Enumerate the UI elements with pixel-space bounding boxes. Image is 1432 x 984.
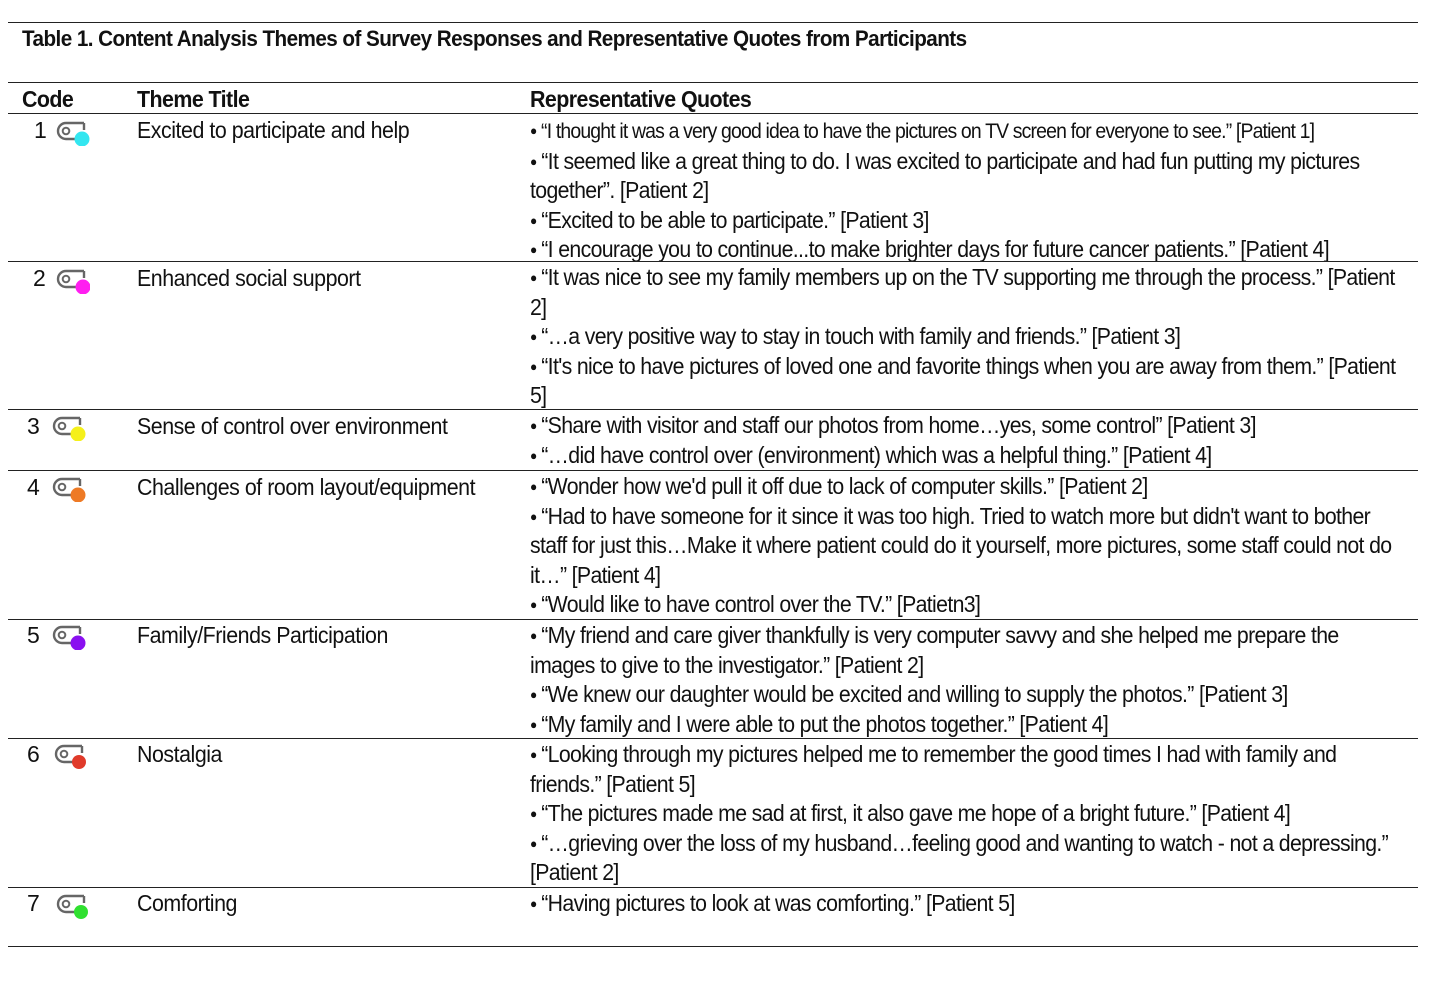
row-code: 3 xyxy=(27,413,40,439)
quote-item: ● “…did have control over (environment) which was a helpful thing.” [Patient 4] xyxy=(530,441,1212,468)
quote-item: ● “My friend and care giver thankfully is very computer savvy and she helped me prepare the images to give to the investigator.” [Patient 2] xyxy=(530,622,1339,678)
quote-item: ● “My family and I were able to put the photos together.” [Patient 4] xyxy=(530,710,1109,737)
header-top-rule xyxy=(8,82,1418,83)
quote-item: ● “I encourage you to continue...to make brighter days for future cancer patients.” [Patient 4] xyxy=(530,236,1329,262)
table-caption: Table 1. Content Analysis Themes of Survey Responses and Representative Quotes from Participants xyxy=(22,26,967,51)
quote-item: ● “I thought it was a very good idea to have the pictures on TV screen for everyone to see.” [Patient 1] xyxy=(530,120,1315,143)
row-quotes xyxy=(530,263,1400,411)
row-quotes xyxy=(530,472,1400,620)
row-quotes xyxy=(530,740,1400,888)
table-bottom-rule xyxy=(8,946,1418,947)
row-divider xyxy=(8,738,1418,739)
row-theme-title: Enhanced social support xyxy=(137,265,361,291)
quote-item: ● “Share with visitor and staff our photos from home…yes, some control” [Patient 3] xyxy=(530,412,1256,438)
quote-item: ● “We knew our daughter would be excited and willing to supply the photos.” [Patient 3] xyxy=(530,681,1288,707)
toggle-switch-green-icon xyxy=(54,893,90,919)
quote-item: ● “Having pictures to look at was comforting.” [Patient 5] xyxy=(530,890,1015,916)
quote-item: ● “Would like to have control over the TV.” [Patietn3] xyxy=(530,591,981,617)
quote-item: ● “Looking through my pictures helped me to remember the good times I had with family and friends.” [Patient 5] xyxy=(530,741,1337,797)
row-theme-title: Challenges of room layout/equipment xyxy=(137,474,476,500)
quote-item: ● “Had to have someone for it since it was too high. Tried to watch more but didn't want to bother staff for just this…Make it where patient could do it yourself, more pictures, some staff could not do it…” [Patient 4] xyxy=(530,502,1392,588)
header-code: Code xyxy=(22,86,74,112)
row-quotes xyxy=(530,621,1400,739)
header-bottom-rule xyxy=(8,113,1418,114)
quote-item: ● “Excited to be able to participate.” [Patient 3] xyxy=(530,206,929,233)
row-code: 5 xyxy=(27,622,40,648)
quote-item: ● “Wonder how we'd pull it off due to lack of computer skills.” [Patient 2] xyxy=(530,473,1148,499)
row-quotes xyxy=(530,411,1400,470)
row-theme-title: Nostalgia xyxy=(137,741,222,767)
quote-item: ● “It seemed like a great thing to do. I was excited to participate and had fun putting my pictures together”. [Patient 2] xyxy=(530,147,1360,203)
row-quotes xyxy=(530,889,1400,919)
row-theme-title: Excited to participate and help xyxy=(137,117,410,143)
quote-item: ● “…a very positive way to stay in touch with family and friends.” [Patient 3] xyxy=(530,323,1181,349)
header-representative-quotes: Representative Quotes xyxy=(530,86,752,112)
row-theme-title: Family/Friends Participation xyxy=(137,622,388,648)
toggle-switch-cyan-icon xyxy=(54,120,90,146)
quote-item: ● “…grieving over the loss of my husband…feeling good and wanting to watch - not a depressing.” [Patient 2] xyxy=(530,829,1389,885)
row-divider xyxy=(8,261,1418,262)
row-divider xyxy=(8,887,1418,888)
toggle-switch-orange-icon xyxy=(50,476,86,502)
row-code: 7 xyxy=(27,890,40,916)
row-theme-title: Comforting xyxy=(137,890,237,916)
quote-item: ● “The pictures made me sad at first, it also gave me hope of a bright future.” [Patient 4] xyxy=(530,800,1291,826)
row-code: 2 xyxy=(33,265,46,291)
row-quotes xyxy=(530,116,1400,265)
table-top-rule xyxy=(8,22,1418,23)
quote-item: ● “It was nice to see my family members up on the TV supporting me through the process.” [Patient 2] xyxy=(530,264,1395,320)
toggle-switch-red-icon xyxy=(52,743,88,769)
row-divider xyxy=(8,409,1418,410)
row-theme-title: Sense of control over environment xyxy=(137,413,448,439)
quote-item: ● “It's nice to have pictures of loved one and favorite things when you are away from them.” [Patient 5] xyxy=(530,352,1396,408)
header-theme-title: Theme Title xyxy=(137,86,250,112)
row-divider xyxy=(8,470,1418,471)
row-code: 4 xyxy=(27,474,40,500)
toggle-switch-purple-icon xyxy=(50,624,86,650)
toggle-switch-magenta-icon xyxy=(54,268,90,294)
row-code: 1 xyxy=(34,117,47,143)
toggle-switch-yellow-icon xyxy=(50,415,86,441)
row-code: 6 xyxy=(27,741,40,767)
row-divider xyxy=(8,619,1418,620)
